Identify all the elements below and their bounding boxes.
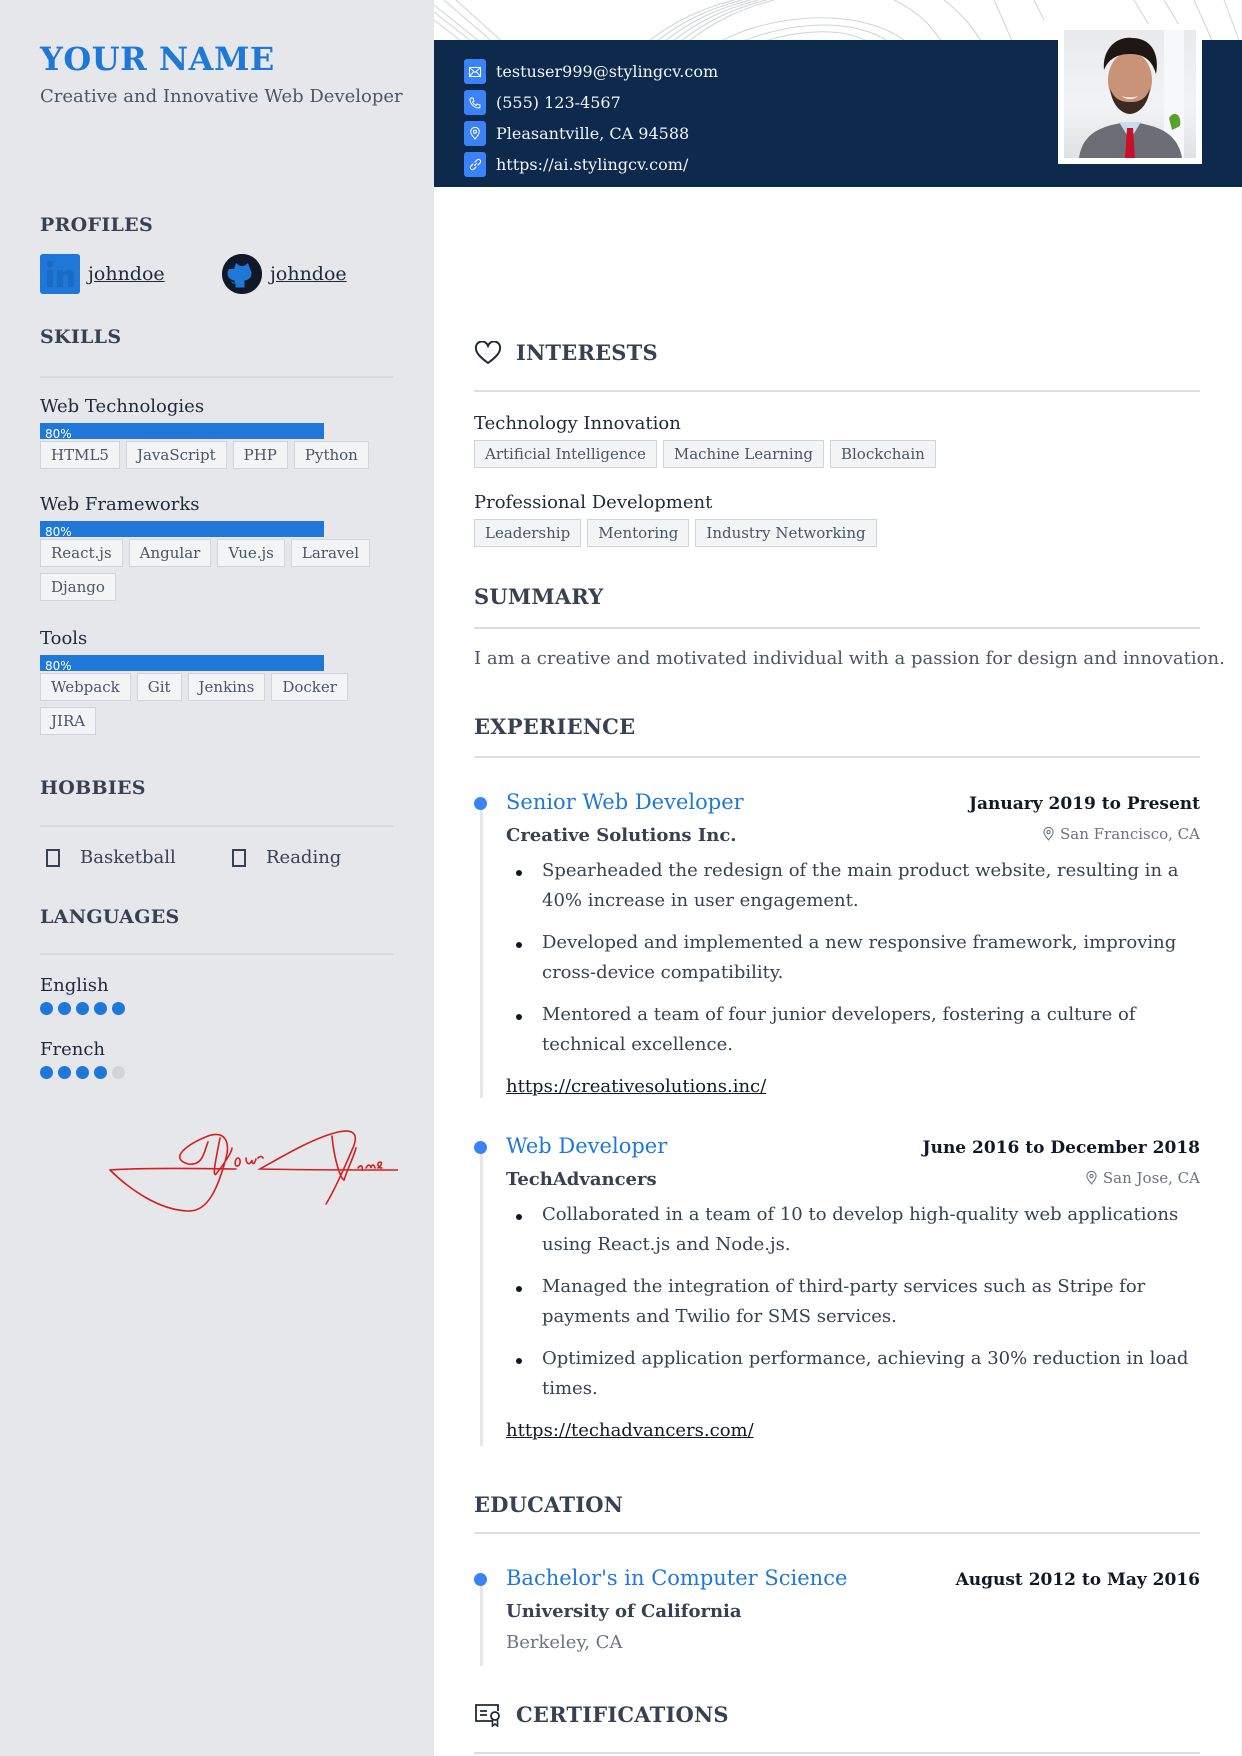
skill-tag: Vue.js bbox=[217, 539, 285, 567]
institution-location: Berkeley, CA bbox=[506, 1632, 623, 1653]
highlight-item: Developed and implemented a new responsive framework, improving cross-device compatibility. bbox=[506, 928, 1200, 988]
envelope-icon bbox=[464, 59, 486, 84]
hobby-icon bbox=[46, 849, 60, 867]
hobby-item bbox=[226, 847, 341, 868]
interest-keywords bbox=[474, 440, 936, 468]
company-name: Creative Solutions Inc. bbox=[506, 825, 737, 846]
timeline-line bbox=[480, 802, 483, 1098]
skill-level-bar bbox=[40, 423, 324, 439]
skill-keywords bbox=[40, 673, 394, 735]
job-location-text: San Francisco, CA bbox=[1059, 825, 1200, 843]
job-location-text: San Jose, CA bbox=[1102, 1169, 1200, 1187]
interest-tag: Artificial Intelligence bbox=[474, 440, 657, 468]
linkedin-icon bbox=[40, 254, 80, 294]
job-title: Senior Web Developer bbox=[506, 790, 744, 814]
profiles-title: PROFILES bbox=[40, 214, 153, 236]
interest-tag: Leadership bbox=[474, 519, 581, 547]
hobbies-title: HOBBIES bbox=[40, 777, 146, 799]
hobby-label: Reading bbox=[266, 847, 342, 868]
summary-title: SUMMARY bbox=[474, 584, 604, 609]
skill-keywords bbox=[40, 441, 394, 469]
entry-subheader bbox=[506, 825, 1200, 846]
timeline-dot bbox=[474, 797, 487, 810]
skill-tag: Angular bbox=[129, 539, 212, 567]
skill-name: Tools bbox=[40, 628, 88, 649]
skill-level-bar bbox=[40, 521, 324, 537]
skill-tag: Docker bbox=[271, 673, 348, 701]
certifications-title-text: CERTIFICATIONS bbox=[516, 1702, 729, 1727]
contact-phone[interactable] bbox=[464, 87, 718, 118]
phone-icon bbox=[464, 90, 486, 115]
rating-dot-filled bbox=[40, 1066, 53, 1079]
skill-tag: JIRA bbox=[40, 707, 96, 735]
languages-title: LANGUAGES bbox=[40, 906, 180, 928]
languages-divider bbox=[40, 953, 394, 955]
job-highlights bbox=[506, 1200, 1200, 1416]
highlight-item: Optimized application performance, achieving a 30% reduction in load times. bbox=[506, 1344, 1200, 1404]
interest-group bbox=[474, 492, 877, 547]
summary-divider bbox=[474, 627, 1200, 629]
interests-divider bbox=[474, 390, 1200, 392]
skill-tag: Laravel bbox=[291, 539, 370, 567]
rating-dot-filled bbox=[58, 1066, 71, 1079]
profile-linkedin[interactable] bbox=[40, 254, 165, 294]
job-dates: June 2016 to December 2018 bbox=[922, 1138, 1200, 1158]
skill-tag: React.js bbox=[40, 539, 123, 567]
highlight-item: Managed the integration of third-party services such as Stripe for payments and Twilio for SMS services. bbox=[506, 1272, 1200, 1332]
hobby-label: Basketball bbox=[80, 847, 176, 868]
map-pin-icon bbox=[1043, 827, 1054, 841]
skill-tag: Django bbox=[40, 573, 116, 601]
timeline-dot bbox=[474, 1141, 487, 1154]
timeline-line bbox=[480, 1578, 483, 1666]
skill-name: Web Frameworks bbox=[40, 494, 200, 515]
skill-tag: Python bbox=[294, 441, 369, 469]
skill-name: Web Technologies bbox=[40, 396, 205, 417]
education-title: EDUCATION bbox=[474, 1492, 624, 1517]
rating-dot-filled bbox=[112, 1002, 125, 1015]
skill-tag: Jenkins bbox=[188, 673, 266, 701]
sidebar bbox=[0, 0, 434, 1756]
phone-text: (555) 123-4567 bbox=[496, 93, 621, 112]
language-rating bbox=[40, 1002, 125, 1015]
interest-tag: Industry Networking bbox=[695, 519, 876, 547]
signature-image bbox=[108, 1128, 398, 1228]
location-text: Pleasantville, CA 94588 bbox=[496, 124, 690, 143]
skill-tag: Webpack bbox=[40, 673, 131, 701]
map-pin-icon bbox=[1086, 1171, 1097, 1185]
education-timeline bbox=[474, 1566, 1200, 1666]
language-rating bbox=[40, 1066, 125, 1079]
job-dates: January 2019 to Present bbox=[968, 794, 1200, 814]
skills-title: SKILLS bbox=[40, 326, 122, 348]
skill-tag: HTML5 bbox=[40, 441, 120, 469]
institution-name: University of California bbox=[506, 1601, 742, 1622]
profile-photo bbox=[1058, 24, 1202, 164]
interest-name: Professional Development bbox=[474, 492, 713, 513]
education-dates: August 2012 to May 2016 bbox=[955, 1570, 1200, 1590]
language-item bbox=[40, 975, 125, 1015]
candidate-name: YOUR NAME bbox=[40, 40, 275, 78]
company-url-link[interactable]: https://creativesolutions.inc/ bbox=[506, 1076, 767, 1097]
skill-tag: JavaScript bbox=[126, 441, 227, 469]
entry-header bbox=[506, 1566, 1200, 1590]
website-link[interactable]: https://ai.stylingcv.com/ bbox=[496, 155, 689, 174]
experience-title: EXPERIENCE bbox=[474, 714, 636, 739]
experience-divider bbox=[474, 756, 1200, 758]
profile-github[interactable] bbox=[222, 254, 347, 294]
contact-location bbox=[464, 118, 718, 149]
contact-email[interactable] bbox=[464, 56, 718, 87]
language-item bbox=[40, 1039, 125, 1079]
rating-dot-filled bbox=[40, 1002, 53, 1015]
contact-website[interactable] bbox=[464, 149, 718, 180]
company-url-link[interactable]: https://techadvancers.com/ bbox=[506, 1420, 754, 1441]
link-icon bbox=[464, 152, 486, 177]
heart-icon bbox=[474, 341, 502, 365]
highlight-item: Mentored a team of four junior developers, fostering a culture of technical excellence. bbox=[506, 1000, 1200, 1060]
highlight-item: Collaborated in a team of 10 to develop high-quality web applications using React.js and Node.js. bbox=[506, 1200, 1200, 1260]
job-location bbox=[1043, 825, 1200, 843]
job-location bbox=[1086, 1169, 1200, 1187]
interest-tag: Machine Learning bbox=[663, 440, 824, 468]
skill-tag: PHP bbox=[233, 441, 288, 469]
interest-group bbox=[474, 413, 936, 468]
github-handle-link[interactable]: johndoe bbox=[270, 263, 347, 285]
hobby-item bbox=[40, 847, 176, 868]
hobby-icon bbox=[232, 849, 246, 867]
skill-keywords bbox=[40, 539, 394, 601]
timeline-line bbox=[480, 1146, 483, 1446]
rating-dot-filled bbox=[94, 1002, 107, 1015]
interest-keywords bbox=[474, 519, 877, 547]
rating-dot-filled bbox=[58, 1002, 71, 1015]
summary-text: I am a creative and motivated individual with a passion for design and innovation. bbox=[474, 648, 1225, 669]
entry-header bbox=[506, 790, 1200, 814]
entry-subheader bbox=[506, 1169, 1200, 1190]
skill-group bbox=[40, 628, 394, 735]
contact-list bbox=[464, 56, 718, 180]
rating-dot-filled bbox=[76, 1066, 89, 1079]
map-pin-icon bbox=[464, 121, 486, 146]
skills-divider bbox=[40, 376, 394, 378]
certifications-divider bbox=[474, 1752, 1200, 1754]
interest-tag: Mentoring bbox=[587, 519, 689, 547]
skill-level-label: 80% bbox=[45, 525, 72, 539]
job-title: Web Developer bbox=[506, 1134, 668, 1158]
timeline-dot bbox=[474, 1573, 487, 1586]
company-name: TechAdvancers bbox=[506, 1169, 657, 1190]
degree-title: Bachelor's in Computer Science bbox=[506, 1566, 848, 1590]
hobbies-divider bbox=[40, 825, 394, 827]
certifications-title bbox=[474, 1702, 729, 1727]
main-content bbox=[434, 0, 1242, 1756]
language-name: French bbox=[40, 1039, 106, 1060]
skill-group bbox=[40, 396, 394, 469]
rating-dot-filled bbox=[76, 1002, 89, 1015]
skill-level-bar bbox=[40, 655, 324, 671]
certificate-icon bbox=[474, 1703, 502, 1727]
rating-dot-filled bbox=[94, 1066, 107, 1079]
language-name: English bbox=[40, 975, 109, 996]
skill-tag: Git bbox=[137, 673, 182, 701]
interests-title-text: INTERESTS bbox=[516, 340, 658, 365]
education-divider bbox=[474, 1532, 1200, 1534]
skill-group bbox=[40, 494, 394, 601]
email-text[interactable]: testuser999@stylingcv.com bbox=[496, 62, 719, 81]
highlight-item: Spearheaded the redesign of the main product website, resulting in a 40% increase in user engagement. bbox=[506, 856, 1200, 916]
interest-tag: Blockchain bbox=[830, 440, 936, 468]
linkedin-handle-link[interactable]: johndoe bbox=[88, 263, 165, 285]
entry-header bbox=[506, 1134, 1200, 1158]
interest-name: Technology Innovation bbox=[474, 413, 681, 434]
experience-timeline bbox=[474, 790, 1200, 1450]
skill-level-label: 80% bbox=[45, 659, 72, 673]
job-highlights bbox=[506, 856, 1200, 1072]
github-icon bbox=[222, 254, 262, 294]
avatar bbox=[1064, 30, 1196, 158]
interests-title bbox=[474, 340, 658, 365]
rating-dot-empty bbox=[112, 1066, 125, 1079]
skill-level-label: 80% bbox=[45, 427, 72, 441]
candidate-headline: Creative and Innovative Web Developer bbox=[40, 86, 403, 107]
